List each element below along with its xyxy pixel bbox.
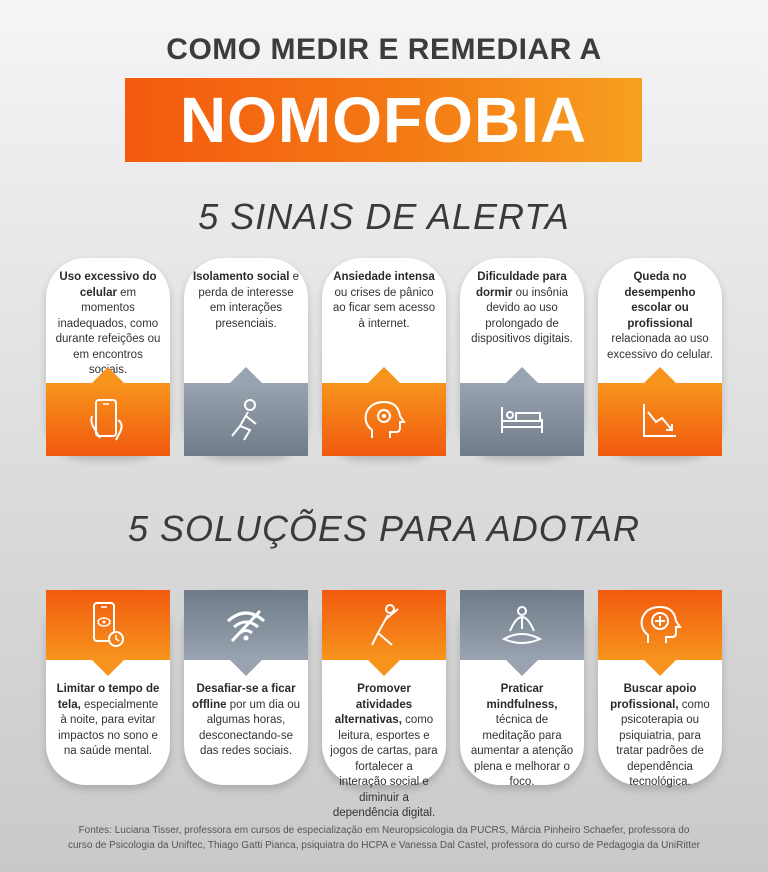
solution-card-5	[598, 590, 722, 788]
bed-icon	[498, 405, 546, 435]
sign-card-2	[184, 258, 308, 456]
signs-section-title: 5 SINAIS DE ALERTA	[198, 196, 570, 237]
anxious-head-icon	[362, 398, 406, 442]
sign-card-icon-area	[184, 383, 308, 456]
solution-card-text: Limitar o tempo de tela, especialmente à noite, para evitar impactos no sono e na saúde mental.	[56, 683, 160, 757]
meditation-icon	[500, 605, 544, 645]
solution-card-4	[460, 590, 584, 788]
sign-card-4	[460, 258, 584, 456]
sign-card-icon-area	[460, 383, 584, 456]
sources-line-2: curso de Psicologia da Uniftec, Thiago Gatti Pianca, psiquiatra do HCPA e Vanessa Dal Castel, professora do curso de Pedagogia da UniRitter	[67, 840, 701, 851]
sign-card-text: Ansiedade intensa ou crises de pânico ao ficar sem acesso à internet.	[332, 271, 436, 330]
solution-card-1	[46, 590, 170, 785]
solution-card-text: Promover atividades alternativas, como leitura, esportes e jogos de cartas, para fortalecer a interação social e diminuir a dependência digital.	[330, 683, 438, 819]
sources-footnote	[0, 823, 768, 853]
title-banner	[125, 78, 642, 162]
solution-card-text: Buscar apoio profissional, como psicoterapia ou psiquiatria, para tratar padrões de dependência tecnológica.	[610, 683, 710, 788]
wifi-off-icon	[224, 607, 268, 643]
phone-hand-icon	[88, 396, 128, 444]
sign-card-icon-area	[598, 383, 722, 456]
sign-card-1	[46, 258, 170, 456]
solution-card-icon-area	[598, 590, 722, 660]
solution-card-2	[184, 590, 308, 785]
solution-card-icon-area	[46, 590, 170, 660]
solution-card-text: Praticar mindfulness, técnica de meditação para aumentar a atenção plena e melhorar o foco.	[470, 683, 574, 788]
solution-card-3	[322, 590, 446, 819]
page-title: NOMOFOBIA	[179, 84, 588, 156]
sign-card-text: Queda no desempenho escolar ou profissional relacionada ao uso excessivo do celular.	[606, 271, 714, 361]
header-subtitle: COMO MEDIR E REMEDIAR A	[166, 33, 602, 66]
solution-card-icon-area	[184, 590, 308, 660]
sources-line-1: Fontes: Luciana Tisser, professora em cursos de especialização em Neuropsicologia da PUCRS, Márcia Pinheiro Schaefer, professora do	[78, 825, 690, 836]
stretching-person-icon	[364, 603, 404, 647]
sign-card-text: Isolamento social e perda de interesse em interações presenciais.	[192, 271, 300, 330]
solution-card-icon-area	[460, 590, 584, 660]
declining-chart-icon	[640, 400, 680, 440]
sign-card-icon-area	[46, 383, 170, 456]
solution-card-icon-area	[322, 590, 446, 660]
solution-card-text: Desafiar-se a ficar offline por um dia ou algumas horas, desconectando-se das redes sociais.	[192, 683, 301, 757]
sign-card-5	[598, 258, 722, 456]
sign-card-text: Uso excessivo do celular em momentos inadequados, como durante refeições ou em encontros sociais.	[55, 271, 161, 376]
head-medical-cross-icon	[638, 603, 682, 647]
sign-card-3	[322, 258, 446, 456]
sign-card-icon-area	[322, 383, 446, 456]
sitting-person-icon	[226, 398, 266, 442]
solutions-section-title: 5 SOLUÇÕES PARA ADOTAR	[127, 508, 641, 549]
phone-clock-icon	[90, 601, 126, 649]
sign-card-text: Dificuldade para dormir ou insônia devido ao uso prolongado de dispositivos digitais.	[471, 271, 573, 345]
